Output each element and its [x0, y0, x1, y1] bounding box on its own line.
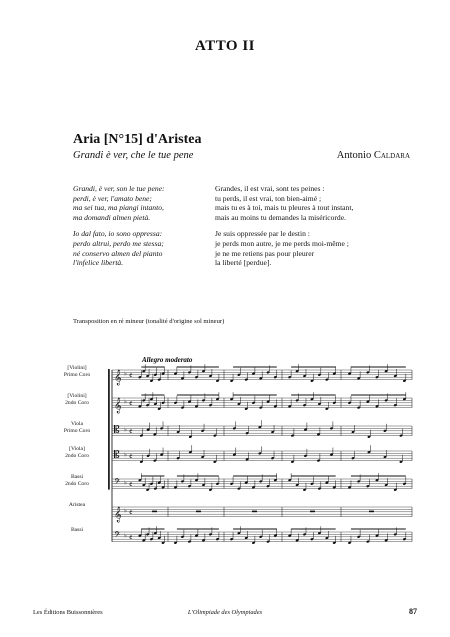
- footer-book-title: L'Olimpiade des Olympiades: [187, 609, 263, 616]
- lyric-line: perdo altrui, perdo me stessa;: [73, 238, 164, 248]
- french-stanza-1: [215, 184, 415, 222]
- time-signature-icon: 𝄴: [129, 533, 133, 543]
- instrument-label-line: Bassi: [70, 527, 84, 533]
- transposition-note: Transposition en ré mineur (tonalité d'origine sol mineur): [73, 318, 225, 325]
- french-stanza-2: [215, 229, 415, 267]
- aria-title: Aria [N°15] d'Aristea: [73, 132, 202, 147]
- whole-rest-icon: [152, 511, 157, 513]
- instrument-label-line: [Viola]: [69, 446, 85, 452]
- flat-sign-icon: ♭: [124, 426, 127, 434]
- composer-last-name: Caldara: [373, 150, 410, 161]
- alto-clef-icon: 𝄡: [114, 450, 120, 462]
- flat-sign-icon: ♭: [124, 451, 127, 459]
- whole-rest-icon: [369, 511, 374, 513]
- instrument-label-line: Aristea: [68, 502, 86, 508]
- time-signature-icon: 𝄴: [129, 452, 133, 462]
- instrument-label-line: Bassi: [70, 474, 84, 480]
- lyric-line: mais tu es à toi, mais tu pleures à tout instant,: [215, 203, 354, 213]
- whole-rest-icon: [310, 511, 315, 513]
- lyric-line: Grandes, il est vrai, sont tes peines :: [215, 184, 325, 193]
- flat-sign-icon: ♭: [124, 398, 127, 406]
- footer-publisher: Les Éditions Buissonnières: [33, 609, 103, 616]
- italian-stanza-1: [73, 184, 213, 222]
- whole-rest-icon: [196, 511, 201, 513]
- lyric-line: je perds mon autre, je me perds moi-même ;: [215, 238, 349, 248]
- composer-first-name: Antonio: [336, 150, 372, 161]
- italian-stanza-2: [73, 229, 213, 267]
- flat-sign-icon: ♭: [124, 370, 127, 378]
- alto-clef-icon: 𝄡: [114, 425, 120, 437]
- instrument-label-line: 2ndo Coro: [65, 452, 89, 459]
- lyric-line: Io dal fato, io sono oppressa:: [73, 229, 163, 239]
- treble-clef-icon: 𝄞: [114, 398, 122, 414]
- instrument-label-line: Primo Coro: [63, 427, 91, 434]
- lyric-line: mais au moins tu demandes la miséricorde.: [215, 212, 346, 222]
- lyric-line: Je suis oppressée par le destin :: [215, 229, 310, 239]
- aria-subtitle: Grandi è ver, che le tue pene: [73, 150, 194, 161]
- lyric-line: l'infelice libertà.: [73, 258, 124, 268]
- instrument-label-line: 2ndo Coro: [65, 480, 89, 487]
- whole-rest-icon: [252, 511, 257, 513]
- italian-lyrics: [73, 184, 213, 275]
- tempo-marking: Allegro moderato: [142, 356, 193, 364]
- lyric-line: ma domandi almen pietà.: [73, 212, 151, 222]
- instrument-label-line: [Violini]: [67, 365, 87, 371]
- instrument-label-line: Primo Coro: [63, 371, 91, 378]
- time-signature-icon: 𝄴: [129, 399, 133, 409]
- french-translation: [215, 184, 415, 275]
- lyric-line: perdi, è ver, l'amato bene;: [73, 193, 152, 203]
- lyric-line: né conservo almen del pianto: [73, 248, 163, 258]
- bass-clef-icon: 𝄢: [114, 531, 121, 543]
- flat-sign-icon: ♭: [124, 479, 127, 487]
- bass-clef-icon: 𝄢: [114, 478, 121, 490]
- instrument-label-line: [Violini]: [67, 393, 87, 399]
- lyric-line: la liberté [perdue].: [215, 258, 272, 268]
- instrument-label-line: 2ndo Coro: [65, 399, 89, 406]
- time-signature-icon: 𝄴: [129, 480, 133, 490]
- staff-bracket: [108, 369, 110, 490]
- composer-name: [337, 150, 410, 161]
- score-body: [108, 364, 412, 544]
- treble-clef-icon: 𝄞: [114, 370, 122, 386]
- page-number: 87: [409, 607, 417, 616]
- music-score: [0, 350, 450, 560]
- flat-sign-icon: ♭: [124, 532, 127, 540]
- time-signature-icon: 𝄴: [129, 427, 133, 437]
- treble-clef-icon: 𝄞: [114, 507, 122, 523]
- lyric-line: je ne me retiens pas pour pleurer: [215, 248, 315, 258]
- lyric-line: Grandi, è ver, son le tue pene:: [73, 184, 165, 193]
- time-signature-icon: 𝄴: [129, 508, 133, 518]
- flat-sign-icon: ♭: [124, 507, 127, 515]
- act-title: ATTO II: [194, 38, 256, 54]
- lyric-line: ma sei tua, ma piangi intanto,: [73, 203, 164, 213]
- lyric-line: tu perds, il est vrai, ton bien-aimé ;: [215, 193, 322, 203]
- instrument-label-line: Viola: [70, 421, 84, 427]
- time-signature-icon: 𝄴: [129, 371, 133, 381]
